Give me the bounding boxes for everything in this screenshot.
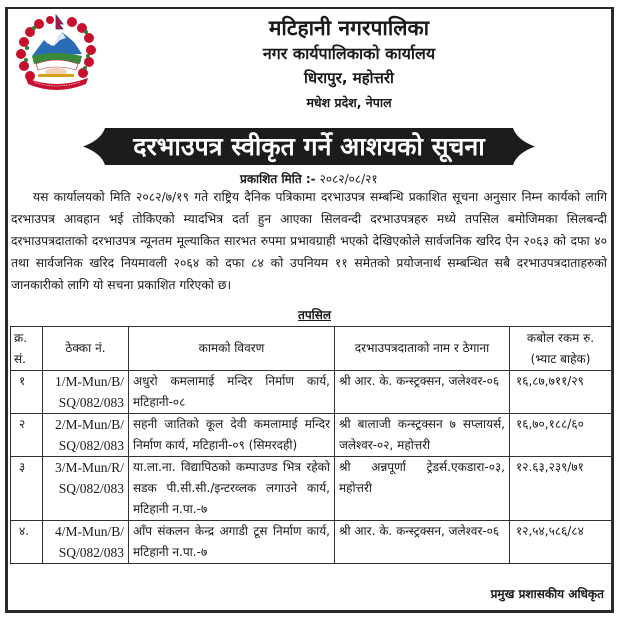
cell-bidder: श्री बालाजी कन्स्ट्रक्सन ७ सप्लायर्स, जलेश्वर-०२, महोत्तरी	[335, 414, 510, 457]
cell-contract-no: 3/M-Mun/R/ SQ/082/083	[43, 457, 129, 521]
office-location: धिरापुर, महोत्तरी	[304, 69, 394, 87]
col-header-sn: क्र. सं.	[11, 327, 43, 371]
signatory-title: प्रमुख प्रशासकीय अधिकृत	[490, 587, 604, 601]
cell-amount: १२.६३,२३९/७१	[510, 457, 612, 521]
notice-body: यस कार्यालयको मिति २०८२/७/१९ गते राष्ट्रिय दैनिक पत्रिकामा दरभाउपत्र सम्बन्धि प्रकाशित सूचना अनुसार निम्न कार्यको लागि दरभाउपत्र आवहान भई तोकिएको म्यादभित्र दर्ता हुन आएका सिलवन्दी दरभाउपत्रहरु मध्ये तपसिल बमोजिमका सिलबन्दी दरभाउपत्रदाताको दरभाउपत्र न्यूनतम मूल्याकित सारभत रुपमा प्रभावग्राही भएको देखिएकोले सार्वजनिक खरिद ऐन २०६३ को दफा ४० तथा सार्वजनिक खरिद नियमावली २०६४ को दफा ८४ को उपनियम ११ समेतको प्रयोजनार्थ सम्बन्धित सबै दरभाउपत्रदाताहरुको जानकारीको लागि यो सचना प्रकाशित गरिएको छ।	[11, 190, 607, 292]
cell-bidder: श्री अन्नपूर्णा ट्रेडर्स.एकडारा-०३, महोत्तरी	[335, 457, 510, 521]
table-row	[11, 414, 612, 457]
schedule-heading: तपसिल	[298, 308, 332, 322]
bid-table	[10, 326, 612, 564]
table-row	[11, 457, 612, 521]
cell-contract-no: 2/M-Mun/B/ SQ/082/083	[43, 414, 129, 457]
col-header-bidder: दरभाउपत्रदाताको नाम र ठेगाना	[335, 327, 510, 371]
cell-amount: १६,८७,७११/२९	[510, 371, 612, 414]
cell-contract-no: 1/M-Mun/B/ SQ/082/083	[43, 371, 129, 414]
cell-contract-no: 4/M-Mun/B/ SQ/082/083	[43, 521, 129, 564]
cell-bidder: श्री आर. के. कन्स्ट्रक्सन, जलेश्वर-०६	[335, 371, 510, 414]
table-row	[11, 521, 612, 564]
cell-sn: १	[11, 371, 43, 414]
cell-work: अधुरो कमलामाई मन्दिर निर्माण कार्य, मटिहानी-०८	[129, 371, 335, 414]
col-header-contract-no: ठेक्का नं.	[43, 327, 129, 371]
col-header-work: कामको विवरण	[129, 327, 335, 371]
notice-title: दरभाउपत्र स्वीकृत गर्ने आशयको सूचना	[133, 132, 485, 161]
cell-bidder: श्री आर. के. कन्स्ट्रक्सन, जलेश्वर-०६	[335, 521, 510, 564]
province-country: मधेश प्रदेश, नेपाल	[306, 95, 392, 110]
cell-sn: ४.	[11, 521, 43, 564]
table-header-row	[11, 327, 612, 371]
cell-work: आँप संकलन केन्द्र अगाडी टूस निर्माण कार्य, मटिहानी न.पा.-७	[129, 521, 335, 564]
notice-title-banner	[83, 128, 535, 165]
table-row	[11, 371, 612, 414]
municipality-name: मटिहानी नगरपालिका	[268, 16, 430, 40]
office-name: नगर कार्यपालिकाको कार्यालय	[262, 44, 436, 63]
published-date-value: २०८२/०८/२१	[319, 172, 378, 186]
cell-work: या.ला.ना. विद्यापिठको कम्पाउण्ड भित्र रहेको सडक पी.सी.सी./इन्टरव्लक लगाउने कार्य, मटिहानी न.पा.-७	[129, 457, 335, 521]
published-date-label: प्रकाशित मिति :-	[240, 172, 316, 186]
cell-work: सहनी जातिको कूल देवी कमलामाई मन्दिर निर्माण कार्य, मटिहानी-०९ (सिमरदही)	[129, 414, 335, 457]
cell-amount: १६,७०,१८८/६०	[510, 414, 612, 457]
cell-amount: १२,५४,५८६/८४	[510, 521, 612, 564]
cell-sn: ३	[11, 457, 43, 521]
col-header-amount: कबोल रकम रु. (भ्याट बाहेक)	[510, 327, 612, 371]
published-date-line	[240, 170, 378, 187]
cell-sn: २	[11, 414, 43, 457]
